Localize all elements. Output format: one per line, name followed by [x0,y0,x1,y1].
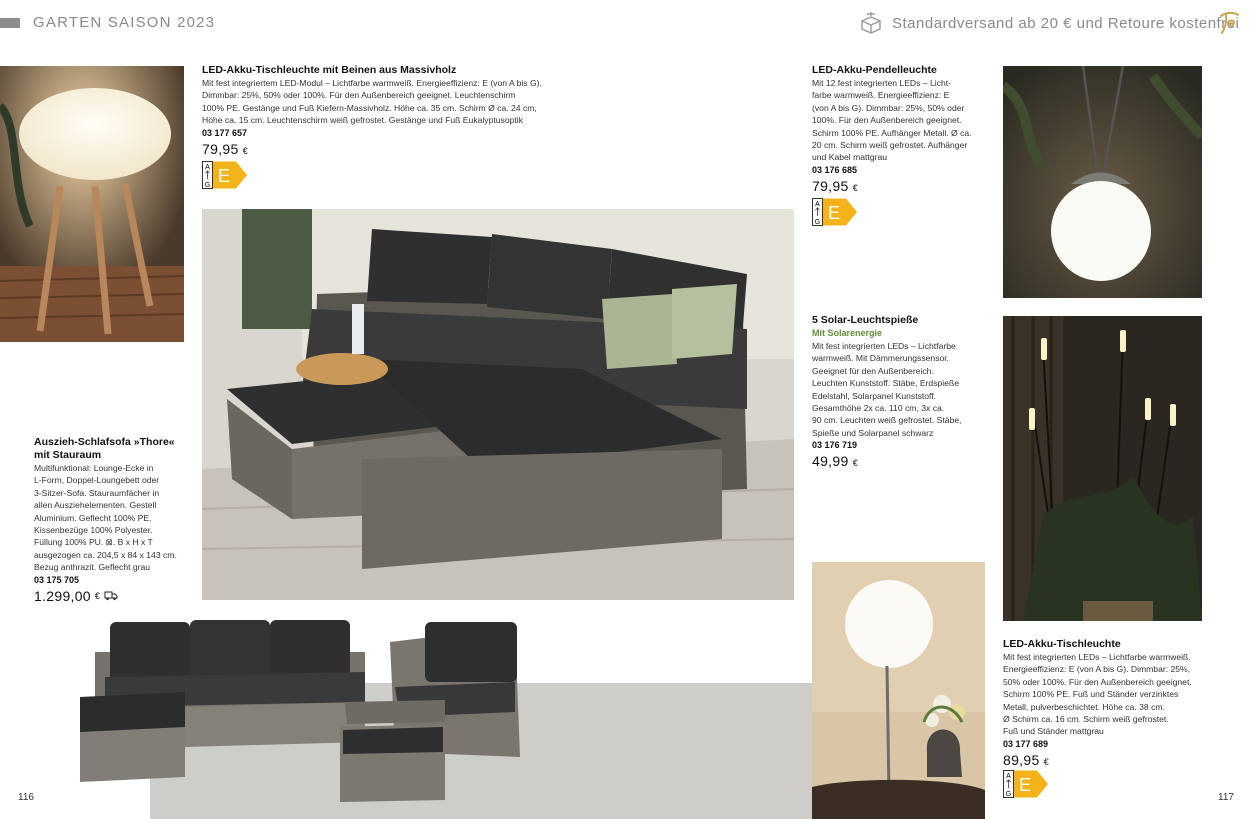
product-title: LED-Akku-Tischleuchte [1003,638,1121,650]
product-description: Mit fest integrierten LEDs – Lichtfarbe warmweiß. Energieeffizienz: E (von A bis G). Dimmbar: 25%, 50% oder 100%. Für den Außenbereich geeignet. Schirm 100% PE. Fuß und Ständer verzinktes Metall, pulverbeschichtet. Höhe ca. 38 cm. Ø Schirm ca. 16 cm. Schirm weiß gefrostet. Fuß und Ständer mattgrau [1003,652,1192,737]
delivery-truck-icon [104,591,118,601]
product-price: 89,95 € [1003,751,1050,768]
svg-text:A: A [815,200,820,208]
header-bar [0,18,20,28]
article-number: 03 176 719 [812,440,858,451]
photo-sofa-modules [75,612,535,812]
svg-text:A: A [1006,772,1011,780]
energy-label-icon [202,161,248,189]
product-price: 49,99 € [812,453,859,470]
page-number-right: 117 [1218,792,1234,803]
svg-text:E: E [1018,774,1032,795]
shipping-banner [858,10,1239,36]
product-sofa [34,436,194,604]
article-number: 03 176 685 [812,164,858,175]
product-title: LED-Akku-Pendelleuchte [812,64,937,76]
product-title: LED-Akku-Tischleuchte mit Beinen aus Massivholz [202,64,457,76]
svg-text:G: G [814,218,821,226]
product-price: 79,95 € [812,177,859,194]
product-description: Mit 12 fest integrierten LEDs – Licht- farbe warmweiß. Energieeffizienz: E (von A bis G). Dimmbar: 25%, 50% oder 100%. Für den Außenbereich geeignet. Schirm 100% PE. Aufhänger Metall. Ø ca. 20 cm. Schirm weiß gefrostet. Aufhänger und Kabel mattgrau [812,78,972,163]
product-description: Mit fest integriertem LED-Modul – Lichtfarbe warmweiß. Energieeffizienz: E (von A bis G). Dimmbar: 25%, 50% oder 100%. Für den Außenbereich geeignet. Leuchtenschirm 100% PE. Gestänge und Fuß Kiefern-Massivholz. Höhe ca. 35 cm. Schirm Ø ca. 24 cm, Höhe ca. 15 cm. Leuchtenschirm weiß gefrostet. Gestänge und Fuß Eukalyptusoptik [202,78,542,126]
svg-text:G: G [1005,790,1012,798]
svg-text:E: E [217,165,231,186]
article-number: 03 177 689 [1003,738,1049,749]
product-wood-lamp [202,64,582,189]
product-price: 1.299,00 € [34,588,194,604]
product-description: Mit fest integrierten LEDs – Lichtfarbe warmweiß. Mit Dämmerungssensor. Geeignet für den Außenbereich. Leuchten Kunststoff. Stäbe, Erdspieße Edelstahl, Solarpanel Kunststoff. Gesamthöhe 2x ca. 110 cm, 3x ca. 90 cm. Leuchten weiß gefrostet. Stäbe, Spieße und Solarpanel schwarz [812,341,962,438]
svg-text:A: A [205,163,210,171]
product-description: Multifunktional: Lounge-Ecke in L-Form, Doppel-Loungebett oder 3-Sitzer-Sofa. Stauraumfächer in allen Ausziehelementen. Gestell Aluminium. Geflecht 100% PE. Kissenbezüge 100% Polyester. Füllung 100% PU. ⊠. B x H x T ausgezogen ca. 204,5 x 84 x 143 cm. Bezug anthrazit. Geflecht grau [34,463,177,573]
product-subtitle: Mit Solarenergie [812,328,883,338]
product-solar-stakes [812,314,992,469]
energy-label-icon [812,198,858,226]
delivery-box-icon [858,10,884,36]
article-number: 03 177 657 [202,127,248,138]
product-table-lamp [1003,638,1218,798]
product-title: 5 Solar-Leuchtspieße [812,314,919,326]
product-pendant-lamp [812,64,992,226]
article-number: 03 175 705 [34,574,80,585]
svg-text:G: G [204,181,211,189]
photo-table-lamp [812,562,985,819]
photo-solar-stakes [1003,316,1202,621]
photo-pendant-lamp [1003,66,1202,298]
product-title: Auszieh-Schlafsofa »Thore« [34,436,175,448]
svg-text:E: E [827,202,841,223]
product-price: 79,95 € [202,140,249,157]
photo-sofa-lounge [202,209,794,600]
product-title-line2: mit Stauraum [34,449,102,461]
page-number-left: 116 [18,792,34,803]
shipping-text: Standardversand ab 20 € und Retoure kostenfrei [892,14,1240,32]
tchibo-logo [1218,10,1240,36]
energy-label-icon [1003,770,1049,798]
section-title: GARTEN SAISON 2023 [33,14,216,31]
photo-wood-lamp [0,66,184,342]
